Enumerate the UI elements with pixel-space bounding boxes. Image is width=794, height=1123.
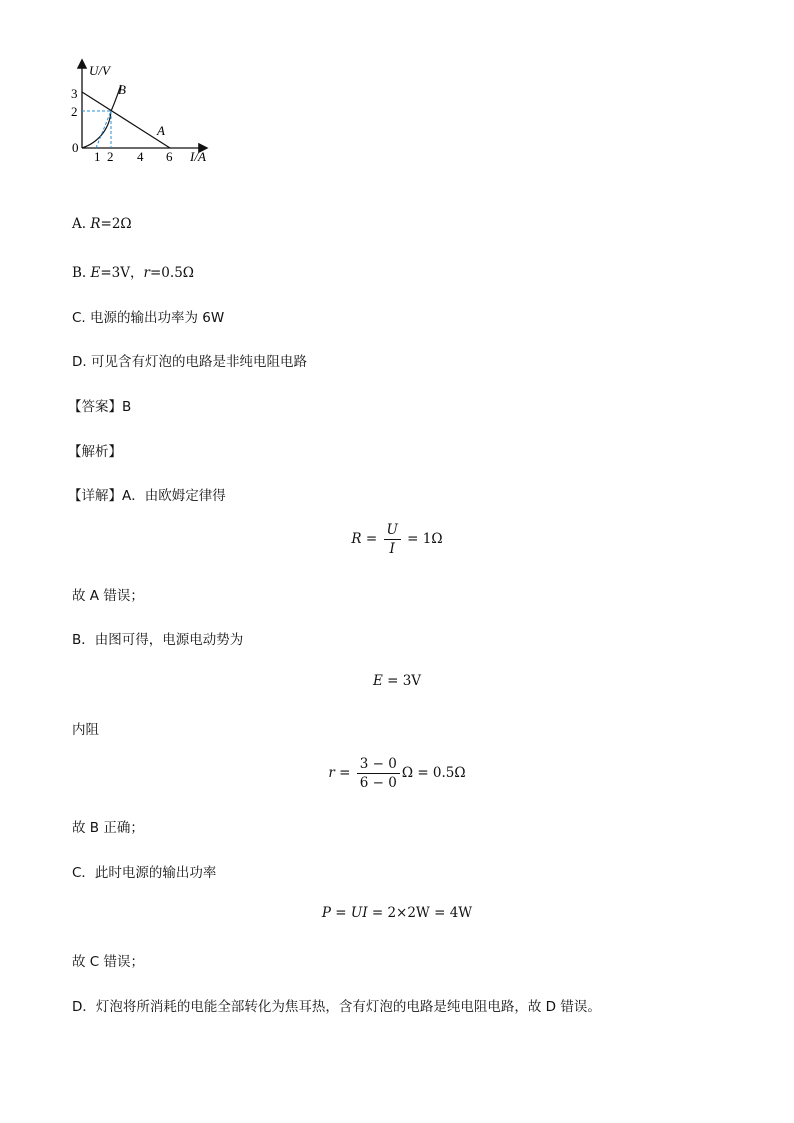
option-a: A. R=2Ω: [72, 216, 132, 232]
line-a-label: A: [157, 123, 165, 138]
equation-power: P = UI = 2×2W = 4W: [321, 905, 473, 921]
ui-graph: [60, 55, 220, 170]
b-conclusion: 故 B 正确；: [72, 820, 144, 836]
internal-resistance-label: 内阻: [72, 722, 99, 738]
line-a: [82, 92, 170, 148]
curve-b-label: B: [118, 82, 126, 97]
origin-label: 0: [72, 140, 79, 155]
detail-intro: 【详解】A．由欧姆定律得: [68, 488, 226, 504]
equation-emf: E = 3V: [372, 673, 422, 689]
y-tick-3: 3: [71, 86, 78, 101]
x-tick-2: 2: [107, 149, 114, 164]
fraction-u-over-i: $\frac{U}{I}$: [384, 522, 401, 557]
a-conclusion: 故 A 错误；: [72, 588, 144, 604]
option-c: C. 电源的输出功率为 6W: [72, 310, 225, 326]
d-explanation: D．灯泡将所消耗的电能全部转化为焦耳热，含有灯泡的电路是纯电阻电路，故 D 错误。: [72, 999, 601, 1015]
fraction-slope: $\frac{3 - 0}{6 - 0}$: [357, 756, 400, 791]
x-tick-4: 4: [137, 149, 144, 164]
x-tick-1: 1: [94, 149, 101, 164]
x-tick-6: 6: [166, 149, 173, 164]
x-axis-label: I/A: [190, 149, 206, 164]
analysis-tag: 【解析】: [68, 444, 122, 460]
equation-ohm: R = $\frac{U}{I}$ = 1Ω: [351, 522, 443, 557]
c-intro: C．此时电源的输出功率: [72, 865, 217, 881]
y-axis-label: U/V: [89, 63, 110, 78]
equation-internal-resistance: r = $\frac{3 - 0}{6 - 0}$ Ω = 0.5Ω: [328, 756, 466, 791]
y-tick-2: 2: [71, 104, 78, 119]
curve-b: [82, 85, 121, 148]
b-intro: B．由图可得，电源电动势为: [72, 632, 244, 648]
c-conclusion: 故 C 错误；: [72, 954, 145, 970]
option-b: B. E=3V，r=0.5Ω: [72, 265, 194, 281]
answer-line: 【答案】B: [68, 399, 132, 415]
option-d: D. 可见含有灯泡的电路是非纯电阻电路: [72, 354, 307, 370]
dashed-slope: [96, 111, 111, 148]
